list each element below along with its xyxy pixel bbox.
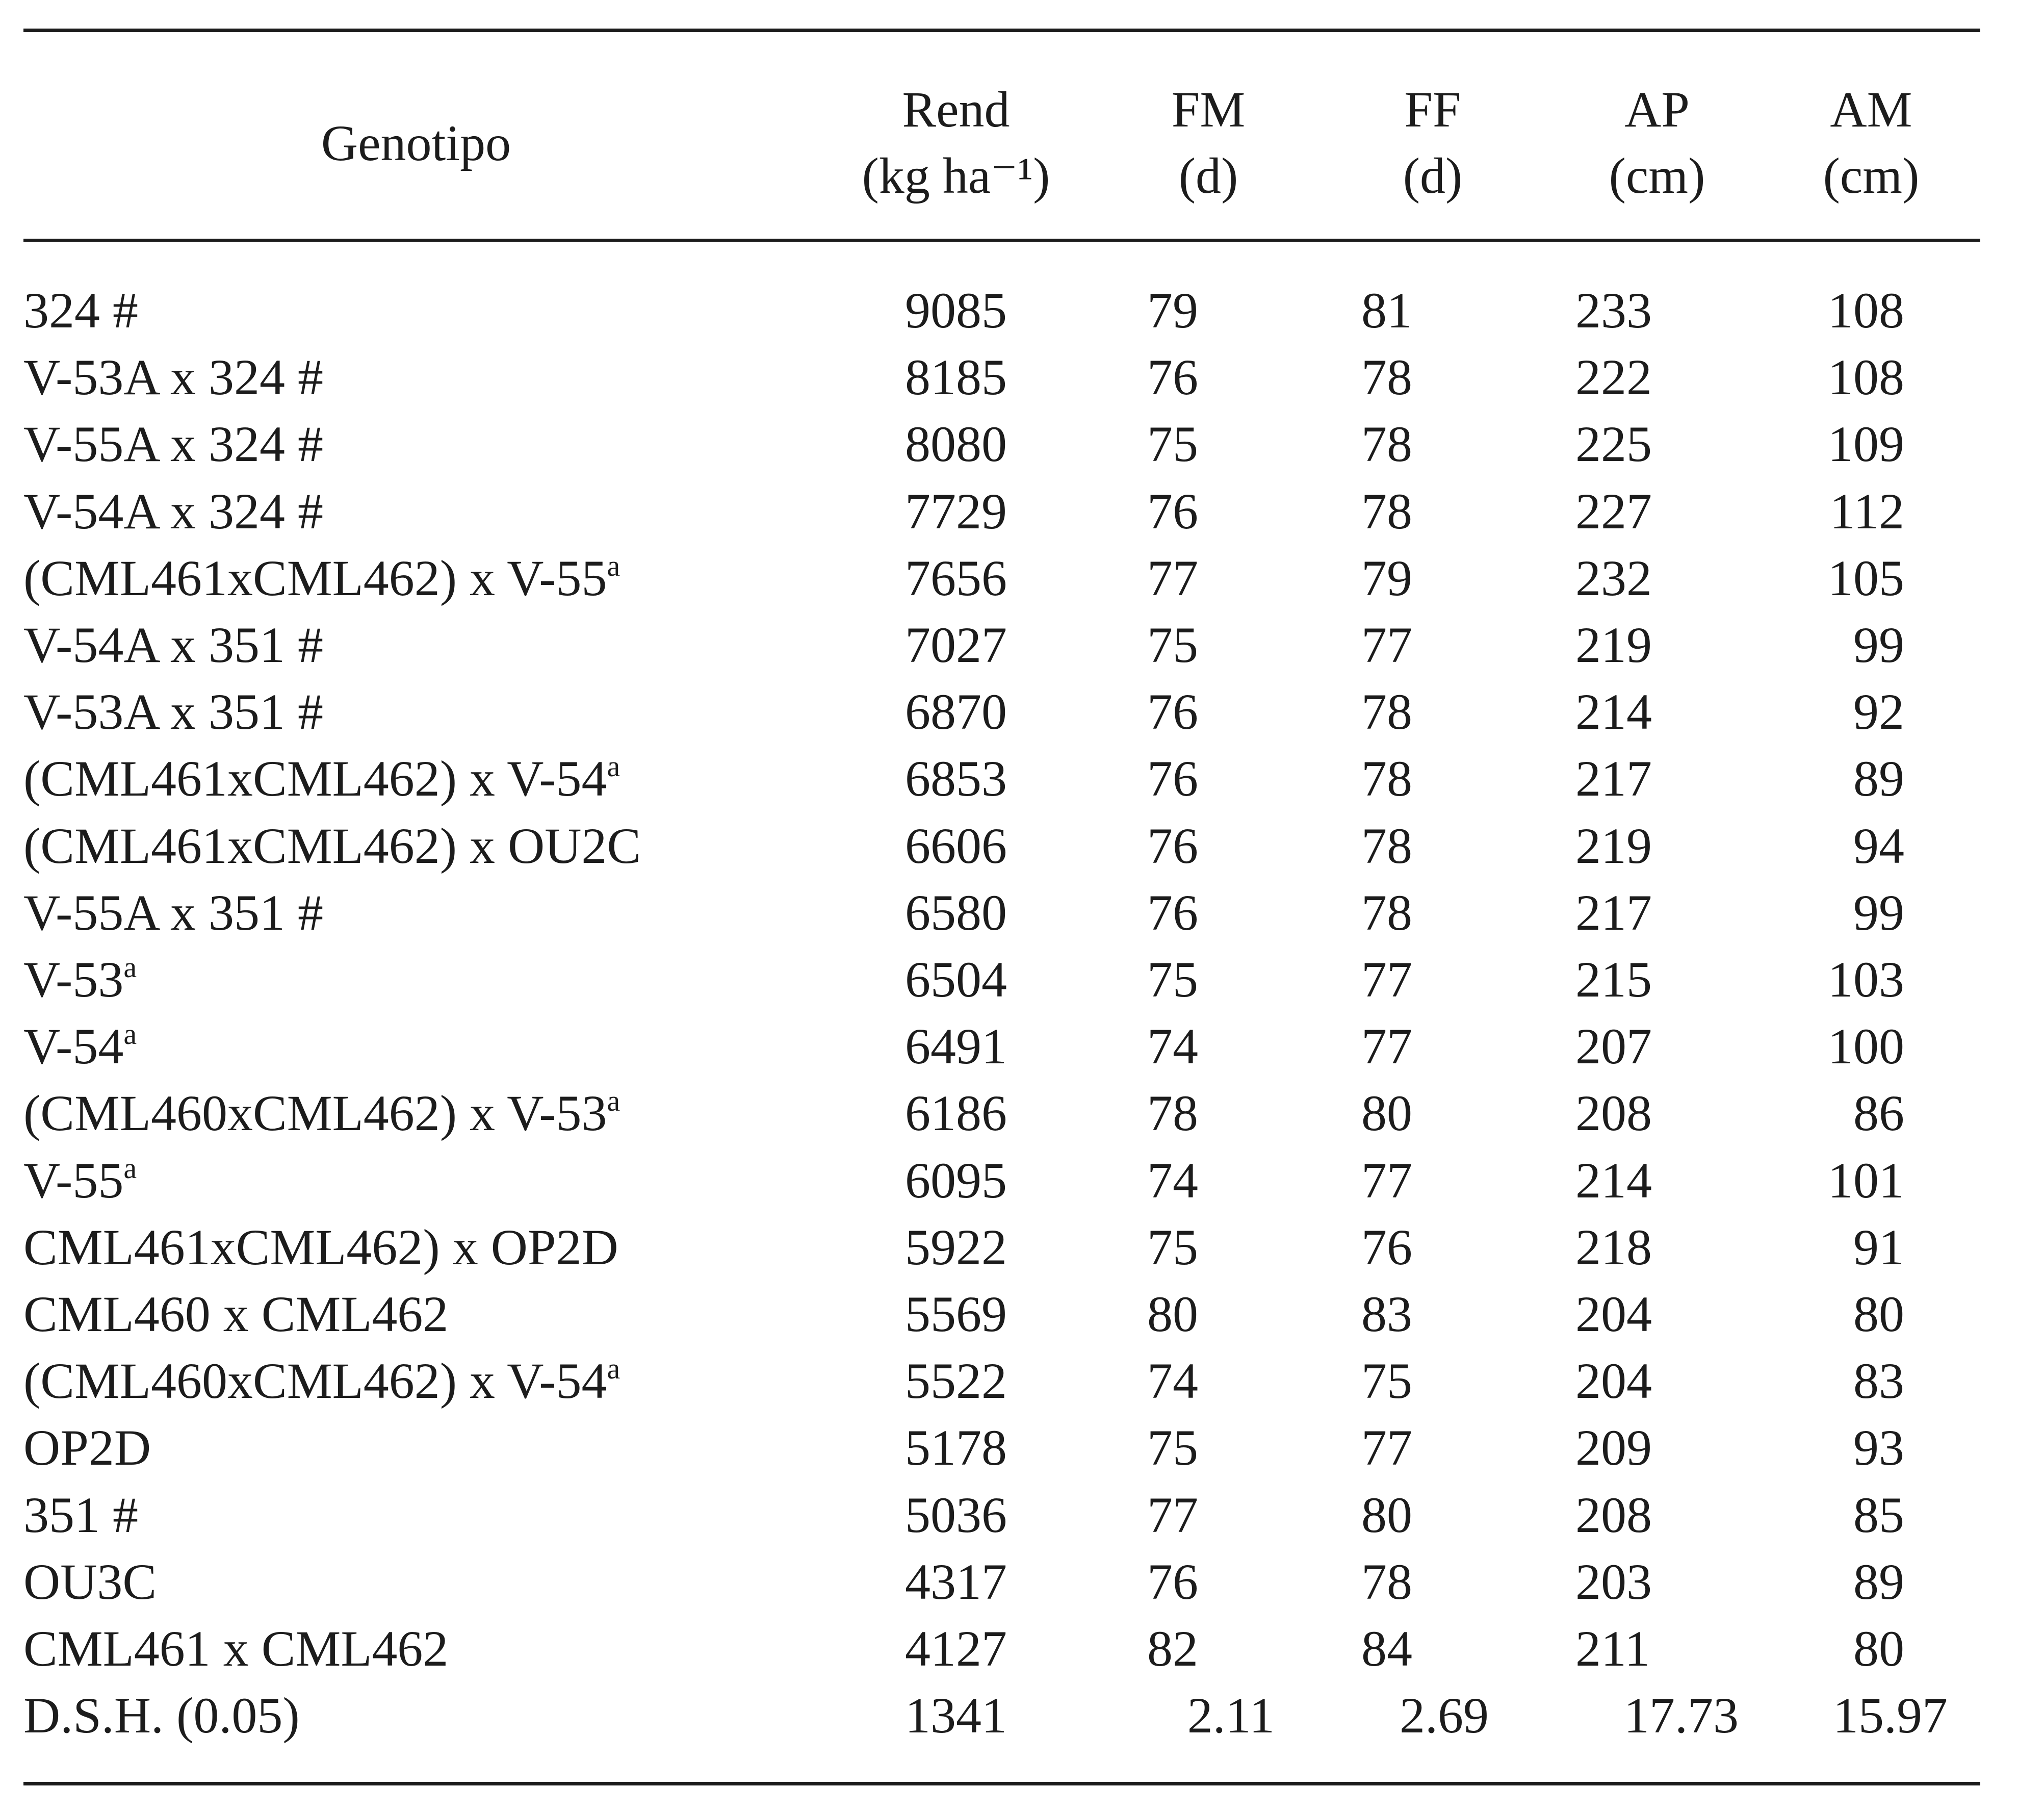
cell-ff: 78 <box>1361 1553 1412 1610</box>
cell-rend: 7729 <box>905 482 1007 540</box>
genotipo-text: OU3C <box>23 1553 157 1610</box>
genotipo-text: (CML461xCML462) x V-54 <box>23 750 607 807</box>
genotipo-text: V-53A x 351 # <box>23 683 324 740</box>
cell-ap: 211 <box>1575 1620 1650 1677</box>
header-fm-label: FM <box>1171 81 1246 138</box>
cell-ff: 78 <box>1361 416 1412 473</box>
cell-am: 89 <box>1853 750 1904 807</box>
cell-genotipo <box>23 745 620 812</box>
genotipo-text: V-55A x 324 # <box>23 416 324 473</box>
cell-genotipo <box>23 277 138 344</box>
cell-rend: 6606 <box>905 817 1007 874</box>
header-ff-unit: (d) <box>1403 147 1463 204</box>
cell-ap: 209 <box>1575 1419 1652 1476</box>
cell-am: 100 <box>1828 1018 1904 1075</box>
cell-genotipo <box>23 879 323 946</box>
cell-rend: 5178 <box>905 1419 1007 1476</box>
genotipo-text: V-53A x 324 # <box>23 349 324 406</box>
header-rule <box>23 239 1980 242</box>
genotipo-text: V-54 <box>23 1018 124 1075</box>
cell-rend: 6491 <box>905 1018 1007 1075</box>
genotipo-text: OP2D <box>23 1419 151 1476</box>
cell-fm: 77 <box>1147 1486 1198 1543</box>
genotipo-text: (CML461xCML462) x V-55 <box>23 549 607 606</box>
header-am-unit: (cm) <box>1823 147 1920 204</box>
table-row <box>0 1482 2044 1548</box>
genotipo-text: D.S.H. (0.05) <box>23 1687 300 1744</box>
table-row <box>0 277 2044 344</box>
cell-ap: 217 <box>1575 750 1652 807</box>
cell-ap: 217 <box>1575 884 1652 941</box>
cell-fm: 80 <box>1147 1286 1198 1342</box>
cell-ff: 80 <box>1361 1486 1412 1543</box>
footnote-marker: a <box>123 1017 137 1051</box>
cell-am: 80 <box>1853 1620 1904 1677</box>
cell-rend: 6580 <box>905 884 1007 941</box>
cell-am: 85 <box>1853 1486 1904 1543</box>
header-ff <box>1341 76 1524 209</box>
table-row <box>0 411 2044 477</box>
cell-ff: 80 <box>1361 1085 1412 1142</box>
cell-genotipo <box>23 611 323 678</box>
cell-fm: 75 <box>1147 1419 1198 1476</box>
table-row <box>0 812 2044 879</box>
cell-ff: 77 <box>1361 617 1412 673</box>
table-row <box>0 1615 2044 1682</box>
table-row <box>0 1080 2044 1146</box>
cell-ff: 2.69 <box>1400 1687 1489 1744</box>
cell-ff: 78 <box>1361 884 1412 941</box>
table-row <box>0 1347 2044 1414</box>
cell-fm: 82 <box>1147 1620 1198 1677</box>
cell-ap: 208 <box>1575 1085 1652 1142</box>
cell-ff: 77 <box>1361 1152 1412 1209</box>
genotipo-text: (CML460xCML462) x V-53 <box>23 1085 607 1142</box>
cell-fm: 74 <box>1147 1152 1198 1209</box>
table-row <box>0 745 2044 812</box>
header-rend-label: Rend <box>902 81 1010 138</box>
cell-rend: 4317 <box>905 1553 1007 1610</box>
header-am-label: AM <box>1830 81 1912 138</box>
table-row <box>0 1414 2044 1481</box>
cell-ap: 222 <box>1575 349 1652 406</box>
cell-ap: 215 <box>1575 951 1652 1008</box>
genotipo-text: 324 # <box>23 282 138 339</box>
cell-genotipo <box>23 1013 137 1080</box>
cell-ap: 232 <box>1575 549 1652 606</box>
cell-ap: 214 <box>1575 1152 1652 1209</box>
cell-fm: 75 <box>1147 416 1198 473</box>
header-genotipo <box>23 110 809 176</box>
genotipo-text: CML461xCML462) x OP2D <box>23 1218 618 1275</box>
cell-fm: 74 <box>1147 1018 1198 1075</box>
cell-rend: 8185 <box>905 349 1007 406</box>
cell-am: 94 <box>1853 817 1904 874</box>
header-ap-unit: (cm) <box>1609 147 1705 204</box>
genotipo-text: V-53 <box>23 951 124 1008</box>
cell-fm: 79 <box>1147 282 1198 339</box>
genotipo-text: CML460 x CML462 <box>23 1286 449 1342</box>
cell-rend: 7027 <box>905 617 1007 673</box>
table-row <box>0 1548 2044 1615</box>
cell-am: 92 <box>1853 683 1904 740</box>
cell-am: 89 <box>1853 1553 1904 1610</box>
cell-fm: 76 <box>1147 1553 1198 1610</box>
cell-fm: 77 <box>1147 549 1198 606</box>
cell-ff: 76 <box>1361 1218 1412 1275</box>
cell-genotipo <box>23 411 323 477</box>
cell-am: 91 <box>1853 1218 1904 1275</box>
cell-genotipo <box>23 678 323 745</box>
cell-genotipo <box>23 478 323 545</box>
cell-ff: 84 <box>1361 1620 1412 1677</box>
header-rend <box>849 76 1063 209</box>
cell-ff: 78 <box>1361 683 1412 740</box>
cell-am: 99 <box>1853 884 1904 941</box>
cell-genotipo <box>23 946 137 1013</box>
cell-rend: 8080 <box>905 416 1007 473</box>
cell-fm: 76 <box>1147 817 1198 874</box>
cell-genotipo <box>23 1482 138 1548</box>
cell-am: 93 <box>1853 1419 1904 1476</box>
cell-genotipo <box>23 1615 448 1682</box>
table-row <box>0 678 2044 745</box>
cell-ff: 81 <box>1361 282 1412 339</box>
genotipo-text: V-54A x 324 # <box>23 482 324 540</box>
table-row <box>0 1214 2044 1281</box>
cell-ap: 204 <box>1575 1352 1652 1410</box>
footnote-marker: a <box>123 951 137 984</box>
header-fm-unit: (d) <box>1178 147 1238 204</box>
cell-rend: 1341 <box>905 1687 1007 1744</box>
header-am <box>1779 76 1963 209</box>
genotipo-text: 351 # <box>23 1486 138 1543</box>
genotipo-text: V-54A x 351 # <box>23 617 324 673</box>
top-rule <box>23 29 1980 32</box>
cell-fm: 76 <box>1147 349 1198 406</box>
cell-fm: 75 <box>1147 951 1198 1008</box>
genotipo-text: V-55 <box>23 1152 124 1209</box>
cell-ap: 203 <box>1575 1553 1652 1610</box>
cell-rend: 5036 <box>905 1486 1007 1543</box>
cell-rend: 6853 <box>905 750 1007 807</box>
cell-ff: 75 <box>1361 1352 1412 1410</box>
cell-am: 108 <box>1828 349 1904 406</box>
cell-genotipo <box>23 1414 151 1481</box>
genotipo-text: (CML460xCML462) x V-54 <box>23 1352 607 1410</box>
cell-rend: 6186 <box>905 1085 1007 1142</box>
cell-genotipo <box>23 1682 300 1749</box>
cell-ff: 83 <box>1361 1286 1412 1342</box>
header-ff-label: FF <box>1404 81 1461 138</box>
cell-am: 105 <box>1828 549 1904 606</box>
table-row <box>0 1013 2044 1080</box>
table-row <box>0 1281 2044 1347</box>
header-genotipo-label: Genotipo <box>321 115 511 171</box>
cell-ap: 225 <box>1575 416 1652 473</box>
genotipo-text: (CML461xCML462) x OU2C <box>23 817 641 874</box>
table-row <box>0 1147 2044 1214</box>
cell-am: 112 <box>1829 482 1904 540</box>
footnote-marker: a <box>607 750 620 783</box>
cell-ap: 214 <box>1575 683 1652 740</box>
genotipo-text: CML461 x CML462 <box>23 1620 449 1677</box>
cell-ff: 78 <box>1361 817 1412 874</box>
cell-am: 86 <box>1853 1085 1904 1142</box>
cell-rend: 5569 <box>905 1286 1007 1342</box>
footnote-marker: a <box>123 1151 137 1185</box>
cell-ff: 77 <box>1361 1419 1412 1476</box>
cell-ap: 219 <box>1575 817 1652 874</box>
cell-ff: 78 <box>1361 482 1412 540</box>
cell-ap: 207 <box>1575 1018 1652 1075</box>
cell-am: 15.97 <box>1833 1687 1948 1744</box>
cell-ap: 218 <box>1575 1218 1652 1275</box>
cell-fm: 74 <box>1147 1352 1198 1410</box>
cell-rend: 5922 <box>905 1218 1007 1275</box>
cell-genotipo <box>23 1147 137 1214</box>
cell-ff: 78 <box>1361 750 1412 807</box>
header-ap <box>1565 76 1749 209</box>
cell-fm: 76 <box>1147 482 1198 540</box>
footnote-marker: a <box>607 1084 620 1118</box>
header-ap-label: AP <box>1624 81 1690 138</box>
stat-row <box>0 1682 2044 1749</box>
cell-genotipo <box>23 344 323 411</box>
header-fm <box>1117 76 1300 209</box>
header-rend-unit: (kg ha⁻¹) <box>862 147 1050 204</box>
cell-am: 101 <box>1828 1152 1904 1209</box>
footnote-marker: a <box>607 1352 620 1386</box>
cell-ap: 204 <box>1575 1286 1652 1342</box>
table-row <box>0 478 2044 545</box>
cell-fm: 76 <box>1147 884 1198 941</box>
cell-ap: 219 <box>1575 617 1652 673</box>
cell-ap: 208 <box>1575 1486 1652 1543</box>
cell-am: 108 <box>1828 282 1904 339</box>
cell-fm: 76 <box>1147 683 1198 740</box>
cell-am: 109 <box>1828 416 1904 473</box>
cell-ff: 77 <box>1361 951 1412 1008</box>
cell-genotipo <box>23 1347 620 1414</box>
cell-genotipo <box>23 1548 157 1615</box>
table-row <box>0 879 2044 946</box>
cell-am: 83 <box>1853 1352 1904 1410</box>
cell-rend: 6870 <box>905 683 1007 740</box>
cell-fm: 78 <box>1147 1085 1198 1142</box>
table-row <box>0 344 2044 411</box>
table-row <box>0 946 2044 1013</box>
bottom-rule <box>23 1782 1980 1785</box>
cell-am: 99 <box>1853 617 1904 673</box>
cell-rend: 5522 <box>905 1352 1007 1410</box>
cell-fm: 2.11 <box>1187 1687 1275 1744</box>
cell-fm: 75 <box>1147 617 1198 673</box>
cell-ff: 78 <box>1361 349 1412 406</box>
genotipo-text: V-55A x 351 # <box>23 884 324 941</box>
cell-fm: 76 <box>1147 750 1198 807</box>
cell-genotipo <box>23 1080 620 1146</box>
cell-ap: 227 <box>1575 482 1652 540</box>
cell-genotipo <box>23 1281 448 1347</box>
cell-genotipo <box>23 812 641 879</box>
footnote-marker: a <box>607 549 620 582</box>
cell-am: 80 <box>1853 1286 1904 1342</box>
cell-genotipo <box>23 545 620 611</box>
cell-rend: 6504 <box>905 951 1007 1008</box>
cell-genotipo <box>23 1214 618 1281</box>
table-row <box>0 611 2044 678</box>
table-row <box>0 545 2044 611</box>
cell-rend: 7656 <box>905 549 1007 606</box>
cell-rend: 4127 <box>905 1620 1007 1677</box>
cell-am: 103 <box>1828 951 1904 1008</box>
cell-rend: 9085 <box>905 282 1007 339</box>
cell-ap: 17.73 <box>1624 1687 1739 1744</box>
cell-ff: 77 <box>1361 1018 1412 1075</box>
cell-fm: 75 <box>1147 1218 1198 1275</box>
cell-rend: 6095 <box>905 1152 1007 1209</box>
cell-ap: 233 <box>1575 282 1652 339</box>
cell-ff: 79 <box>1361 549 1412 606</box>
